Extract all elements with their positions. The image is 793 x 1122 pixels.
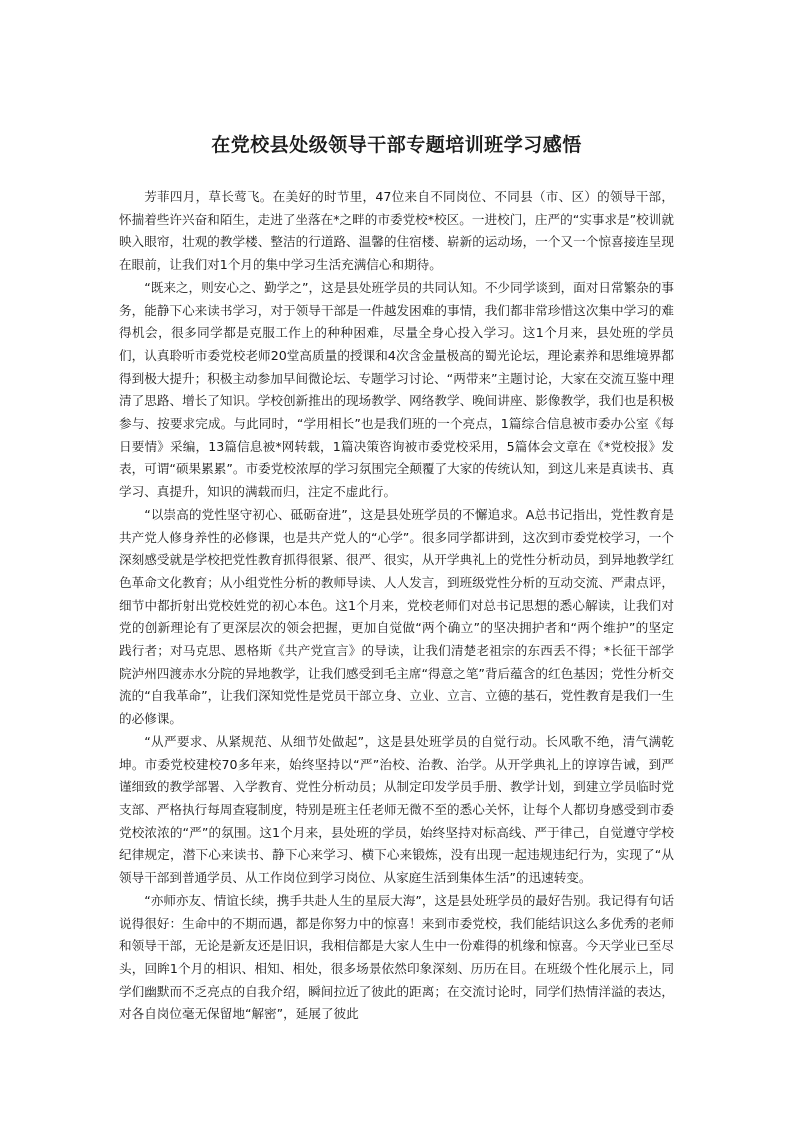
paragraph-3: “以崇高的党性坚守初心、砥砺奋进”，这是县处班学员的不懈追求。A总书记指出，党性教育是共产党人修身养性的必修课，也是共产党人的“心学”。很多同学都讲到，这次到市委党校学习，一个深刻感受就是学校把党性教育抓得很紧、很严、很实，从开学典礼上的党性分析动员，到异地教学红色革命文化教育；从小组党性分析的教师导读、人人发言，到班级党性分析的互动交流、严肃点评，细节中都折射出党校姓党的初心本色。这1个月来，党校老师们对总书记思想的悉心解读，让我们对党的创新理论有了更深层次的领会把握，更加自觉做“两个确立”的坚决拥护者和“两个维护”的坚定践行者；对马克思、恩格斯《共产党宣言》的导读，让我们清楚老祖宗的东西丢不得；*长征干部学院泸州四渡赤水分院的异地教学，让我们感受到毛主席“得意之笔”背后蕴含的红色基因；党性分析交流的“自我革命”，让我们深知党性是党员干部立身、立业、立言、立德的基石，党性教育是我们一生的必修课。 — [119, 506, 674, 727]
paragraph-1: 芳菲四月，草长莺飞。在美好的时节里，47位来自不同岗位、不同县（市、区）的领导干部，怀揣着些许兴奋和陌生，走进了坐落在*之畔的市委党校*校区。一进校门，庄严的“实事求是”校训就映入眼帘，壮观的教学楼、整洁的行道路、温馨的住宿楼、崭新的运动场，一个又一个惊喜接连呈现在眼前，让我们对1个月的集中学习生活充满信心和期待。 — [119, 189, 674, 273]
paragraph-2: “既来之，则安心之、勤学之”，这是县处班学员的共同认知。不少同学谈到，面对日常繁杂的事务，能静下心来读书学习，对于领导干部是一件越发困难的事情，我们都非常珍惜这次集中学习的难得机会，很多同学都是克服工作上的种种困难，尽量全身心投入学习。这1个月来，县处班的学员们，认真聆听市委党校老师20堂高质量的授课和4次含金量极高的蜀光论坛，理论素养和思维境界都得到极大提升；积极主动参加早间微论坛、专题学习讨论、“两带来”主题讨论，大家在交流互鉴中理清了思路、增长了知识。学校创新推出的现场教学、网络教学、晚间讲座、影像教学，我们也是积极参与、按要求完成。与此同时，“学用相长”也是我们班的一个亮点，1篇综合信息被市委办公室《每日要情》采编，13篇信息被*网转载，1篇决策咨询被市委党校采用，5篇体会文章在《*党校报》发表，可谓“硕果累累”。市委党校浓厚的学习氛围完全颠覆了大家的传统认知，到这儿来是真读书、真学习、真提升，知识的满载而归，注定不虚此行。 — [119, 279, 674, 500]
paragraph-5: “亦师亦友、情谊长续，携手共赴人生的星辰大海”，这是县处班学员的最好告别。我记得有句话说得很好：生命中的不期而遇，都是你努力中的惊喜！来到市委党校，我们能结识这么多优秀的老师和领导干部，无论是新友还是旧识，我相信都是大家人生中一份难得的机缘和惊喜。今天学业已至尽头，回眸1个月的相识、相知、相处，很多场景依然印象深刻、历历在目。在班级个性化展示上，同学们幽默而不乏亮点的自我介绍，瞬间拉近了彼此的距离；在交流讨论时，同学们热情洋溢的表达，对各自岗位毫无保留地“解密”，延展了彼此 — [119, 892, 674, 1022]
document-title: 在党校县处级领导干部专题培训班学习感悟 — [211, 134, 582, 156]
paragraph-4: “从严要求、从紧规范、从细节处做起”，这是县处班学员的自觉行动。长风歌不绝，清气满乾坤。市委党校建校70多年来，始终坚持以“严”治校、治教、治学。从开学典礼上的谆谆告诫，到严谨细致的教学部署、入学教育、党性分析动员；从制定印发学员手册、教学计划，到建立学员临时党支部、严格执行每周查寝制度，特别是班主任老师无微不至的悉心关怀，让每个人都切身感受到市委党校浓浓的“严”的氛围。这1个月来，县处班的学员，始终坚持对标高线、严于律己，自觉遵守学校纪律规定，潜下心来读书、静下心来学习、横下心来锻炼，没有出现一起违规违纪行为，实现了“从领导干部到普通学员、从工作岗位到学习岗位、从家庭生活到集体生活”的迅速转变。 — [119, 733, 674, 886]
